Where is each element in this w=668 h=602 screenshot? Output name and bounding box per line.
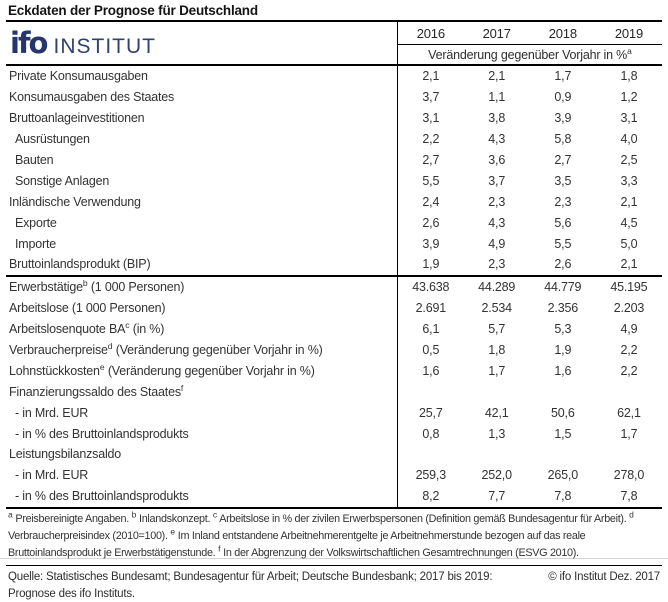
row-value: 3,7 — [422, 90, 440, 105]
row-value: 2,2 — [620, 343, 638, 358]
unit-subtitle-footnote-ref: a — [627, 45, 632, 56]
row-value: 2,3 — [488, 257, 506, 272]
table-row — [6, 191, 662, 212]
row-value: 42,1 — [484, 405, 509, 420]
table-row — [6, 276, 662, 298]
row-value: 2,7 — [554, 153, 572, 167]
row-value: 278,0 — [613, 468, 645, 483]
row-value: 3,8 — [488, 111, 506, 126]
row-value — [530, 381, 596, 402]
row-label: Verbraucherpreise$^d$ (Veränderung gegenüber Vorjahr in %) — [6, 340, 398, 361]
row-value: 259,3 — [415, 468, 446, 483]
row-value — [398, 381, 464, 402]
footnote-ref: a — [8, 509, 13, 520]
row-value: 62,1 — [617, 405, 641, 420]
row-value — [596, 381, 662, 402]
row-value: 1,9 — [422, 257, 440, 272]
table-row — [6, 65, 662, 87]
row-value: 1,7 — [620, 426, 638, 441]
row-label: Leistungsbilanzsaldo — [6, 444, 398, 465]
footnote-ref: f — [218, 543, 221, 554]
row-value: 8,2 — [422, 489, 440, 504]
row-value: 44.779 — [530, 276, 596, 298]
table-row — [6, 486, 662, 508]
row-value: 1,9 — [554, 343, 572, 358]
row-value: 265,0 — [547, 468, 578, 483]
row-value: 25,7 — [419, 405, 443, 420]
row-value: 5,0 — [620, 236, 638, 251]
row-value: 1,6 — [554, 363, 572, 378]
row-value: 5,3 — [554, 322, 572, 337]
row-value: 44.289 — [464, 276, 530, 298]
row-value: 5,5 — [422, 173, 440, 188]
row-value: 2,3 — [488, 194, 506, 209]
row-value: 2,2 — [620, 363, 638, 378]
row-value: 1,3 — [488, 426, 506, 441]
row-label: Bruttoanlageinvestitionen — [6, 108, 398, 129]
table-row — [6, 298, 662, 319]
row-value — [596, 444, 662, 465]
table-row — [6, 381, 662, 402]
row-value: 4,0 — [620, 132, 638, 147]
column-header-year: 2018 — [530, 21, 596, 45]
source-text: Quelle: Statistisches Bundesamt; Bundesagentur für Arbeit; Deutsche Bundesbank; 2017 bis 2019: Prognose des ifo Instituts. — [8, 571, 493, 600]
row-value: 6,1 — [422, 322, 440, 337]
row-value — [530, 444, 596, 465]
copyright-text: © ifo Institut Dez. 2017 — [548, 571, 660, 584]
row-value: 4,5 — [620, 215, 638, 230]
logo-cell — [6, 21, 398, 65]
row-value: 2,3 — [554, 194, 572, 209]
row-value: 4,9 — [488, 236, 506, 251]
row-value: 252,0 — [481, 468, 512, 483]
row-label: - in Mrd. EUR — [6, 465, 398, 486]
row-value: 7,7 — [488, 489, 506, 504]
row-label: Lohnstückkosten$^e$ (Veränderung gegenüber Vorjahr in %) — [6, 360, 398, 381]
row-label: Importe — [6, 233, 398, 254]
row-value: 2,6 — [422, 215, 440, 230]
table-row — [6, 129, 662, 150]
row-value: 2,6 — [554, 257, 572, 272]
row-label: Arbeitslose (1 000 Personen) — [6, 298, 398, 319]
footnote-ref: e — [170, 526, 176, 537]
row-value — [464, 381, 530, 402]
row-value: 5,8 — [554, 132, 572, 147]
row-value: 2,7 — [422, 153, 440, 167]
row-value: 2,1 — [620, 257, 638, 272]
row-value: 2.203 — [613, 301, 645, 316]
row-label: Arbeitslosenquote $BA^c$ (in %) — [6, 319, 398, 340]
footnote-ref: c — [212, 509, 218, 520]
table-row — [6, 319, 662, 340]
row-value: 7,8 — [620, 489, 638, 504]
table-row — [6, 254, 662, 276]
row-value: 5,6 — [554, 215, 572, 230]
table-row — [6, 170, 662, 191]
row-label: Finanzierungssaldo des Staates$^f$ — [6, 381, 398, 402]
row-label: Private Konsumausgaben — [6, 65, 398, 87]
row-label: - in % des Bruttoinlandsprodukts — [6, 486, 398, 508]
table-row — [6, 108, 662, 129]
row-value: 4,9 — [620, 322, 638, 337]
row-value: 45.195 — [596, 276, 662, 298]
row-value: 2,1 — [488, 69, 506, 84]
row-value: 3,9 — [422, 236, 440, 251]
page-title: Eckdaten der Prognose für Deutschland — [8, 3, 258, 18]
row-label: Bruttoinlandsprodukt (BIP) — [6, 254, 398, 276]
row-value: 3,1 — [422, 111, 440, 126]
row-value: 1,6 — [422, 363, 440, 378]
footnote-ref: d — [629, 509, 634, 520]
row-label: Konsumausgaben des Staates — [6, 87, 398, 108]
row-label: Sonstige Anlagen — [6, 170, 398, 191]
ifo-institut-logo — [10, 25, 397, 60]
table-body — [6, 65, 662, 508]
forecast-table — [6, 20, 662, 509]
footnotes: $^a$ Preisbereinigte Angaben. $^b$ Inlandskonzept. $^c$ Arbeitslose in % der zivilen Erwerbspersonen (Definition gemäß Bundesagentur für Arbeit). $^d$ Verbraucherpreisindex (2010=100). $^e$ Im Inland entstandene Arbeitnehmerentgelte je Arbeitnehmerstunde bezogen auf das reale Bruttoinlandsprodukt je Erwerbstätigenstunde. $^f$ In der Abgrenzung der Volkswirtschaftlichen Gesamtrechnungen (ESVG 2010). — [6, 509, 662, 567]
row-value: 3,9 — [554, 111, 572, 126]
column-header-year: 2019 — [596, 21, 662, 45]
row-label: - in % des Bruttoinlandsprodukts — [6, 423, 398, 444]
row-value: 2,5 — [620, 153, 638, 167]
row-value: 3,1 — [620, 111, 638, 126]
row-value: 3,7 — [488, 173, 506, 188]
row-value: 43.638 — [398, 276, 464, 298]
row-value: 2,4 — [422, 194, 440, 209]
source-row — [6, 566, 662, 602]
row-value: 4,3 — [488, 215, 506, 230]
row-value: 50,6 — [551, 405, 575, 420]
row-value: 2.691 — [415, 301, 446, 316]
row-value: 3,6 — [488, 153, 506, 167]
row-value: 0,5 — [422, 343, 440, 358]
table-row — [6, 233, 662, 254]
year-header-row — [6, 21, 662, 45]
row-value: 3,5 — [554, 173, 572, 188]
table-row — [6, 150, 662, 171]
row-value: 7,8 — [554, 489, 572, 504]
column-header-year: 2017 — [464, 21, 530, 45]
row-value: 5,5 — [554, 236, 572, 251]
row-label: Exporte — [6, 212, 398, 233]
row-value — [464, 444, 530, 465]
row-value: 0,9 — [554, 90, 572, 105]
table-row — [6, 340, 662, 361]
table-header — [6, 21, 662, 65]
table-row — [6, 212, 662, 233]
row-value: 1,8 — [488, 343, 506, 358]
unit-subtitle-text: Veränderung gegenüber Vorjahr in % — [428, 47, 628, 62]
row-value: 1,7 — [488, 363, 506, 378]
row-value: 2.534 — [481, 301, 512, 316]
row-value: 0,8 — [422, 426, 440, 441]
row-value: 4,3 — [488, 132, 506, 147]
row-value: 2.356 — [547, 301, 578, 316]
row-value: 5,7 — [488, 322, 506, 337]
column-header-year: 2016 — [398, 21, 464, 45]
row-label: - in Mrd. EUR — [6, 402, 398, 423]
row-value: 1,8 — [620, 69, 638, 84]
row-value: 2,2 — [422, 132, 440, 147]
table-row — [6, 87, 662, 108]
row-value: 1,7 — [554, 69, 572, 84]
row-label: Erwerbstätige$^b$ (1 000 Personen) — [6, 276, 398, 298]
row-label: Inländische Verwendung — [6, 191, 398, 212]
table-row — [6, 444, 662, 465]
table-row — [6, 465, 662, 486]
ifo-logo-mark: ifo — [10, 25, 47, 60]
row-value: 1,1 — [488, 90, 506, 105]
row-label: Bauten — [6, 150, 398, 171]
row-value: 2,1 — [620, 194, 638, 209]
row-label: Ausrüstungen — [6, 129, 398, 150]
ifo-logo-wordmark: INSTITUT — [53, 34, 156, 58]
table-row — [6, 402, 662, 423]
unit-subtitle — [398, 45, 663, 66]
table-row — [6, 423, 662, 444]
table-row — [6, 360, 662, 381]
row-value: 2,1 — [422, 69, 440, 84]
row-value: 1,2 — [620, 90, 638, 105]
row-value — [398, 444, 464, 465]
row-value: 3,3 — [620, 173, 638, 188]
footnote-ref: b — [131, 509, 137, 520]
row-value: 1,5 — [554, 426, 572, 441]
